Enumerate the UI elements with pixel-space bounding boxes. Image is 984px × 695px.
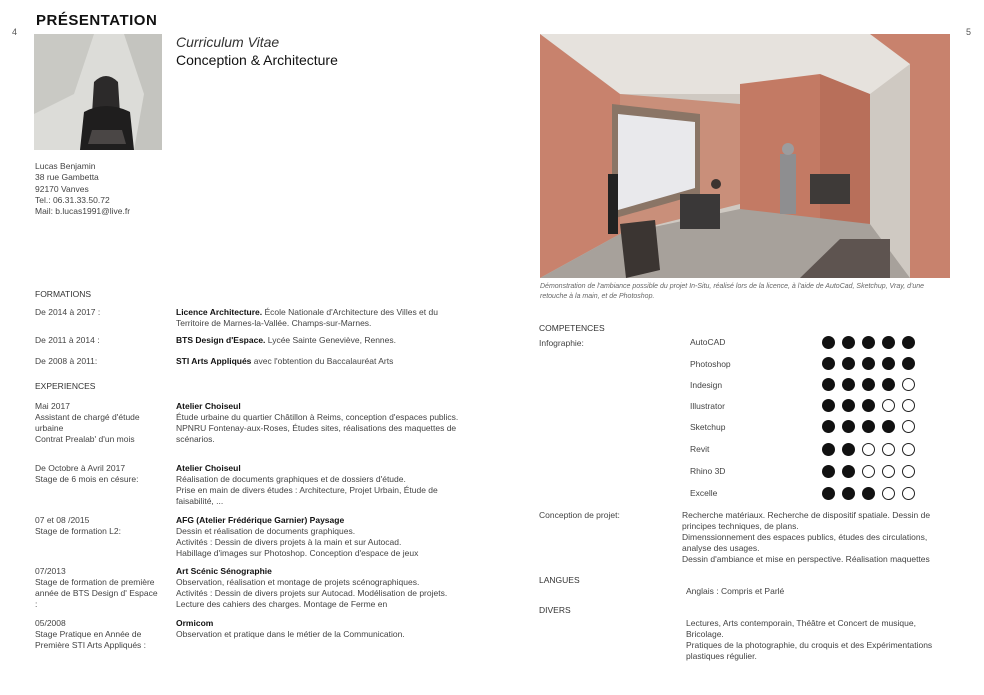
rating-dot-filled <box>842 357 855 370</box>
rating-dot-filled <box>822 336 835 349</box>
skill-name: Rhino 3D <box>690 466 726 476</box>
rating-dot-empty <box>862 465 875 478</box>
rating-dot-filled <box>842 378 855 391</box>
rating-dot-filled <box>882 336 895 349</box>
formation-degree: BTS Design d'Espace. <box>176 335 266 345</box>
formation-detail: École Nationale d'Architecture des Villes et du Territoire de Marnes-la-Vallée. Champs-sur-Marnes. <box>176 307 438 328</box>
experience-date: Mai 2017 Assistant de chargé d'étude urbaine Contrat Prealab' d'un mois <box>35 401 140 444</box>
image-caption: Démonstration de l'ambiance possible du projet In-Situ, réalisé lors de la licence, à l'aide de AutoCad, Sketchup, Vray, d'une retouche à la main, et de Photoshop. <box>540 283 925 300</box>
skill-rating <box>822 399 915 412</box>
rating-dot-filled <box>902 336 915 349</box>
contact-street: 38 rue Gambetta <box>35 172 99 183</box>
experience-description: Réalisation de documents graphiques et de dossiers d'étude. Prise en main de divers études : Architecture, Projet Urbain, Étude de faisabilité, ... <box>176 474 438 506</box>
rating-dot-filled <box>862 357 875 370</box>
rating-dot-empty <box>902 399 915 412</box>
rating-dot-empty <box>882 465 895 478</box>
skill-rating <box>822 465 915 478</box>
rating-dot-filled <box>822 399 835 412</box>
experience-entry <box>176 618 466 640</box>
rating-dot-filled <box>842 443 855 456</box>
rating-dot-empty <box>902 487 915 500</box>
experiences-title: EXPERIENCES <box>35 381 96 391</box>
portrait-photo <box>34 34 162 150</box>
conception-label: Conception de projet: <box>539 510 620 520</box>
langues-text: Anglais : Compris et Parlé <box>686 586 785 596</box>
rating-dot-filled <box>882 420 895 433</box>
experience-description: Étude urbaine du quartier Châtillon à Reims, conception d'espaces publics. NPNRU Fontenay-aux-Roses, Études sites, réalisations des maquettes de scénarios. <box>176 412 459 444</box>
skill-name: Indesign <box>690 380 723 390</box>
rating-dot-empty <box>902 378 915 391</box>
rating-dot-filled <box>822 465 835 478</box>
page-number-right: 5 <box>966 27 972 37</box>
experience-date: 07 et 08 /2015 Stage de formation L2: <box>35 515 122 536</box>
contact-name: Lucas Benjamin <box>35 161 96 171</box>
experience-company: Ormicom <box>176 618 214 628</box>
rating-dot-empty <box>902 420 915 433</box>
competences-title: COMPETENCES <box>539 323 605 333</box>
formation-date: De 2014 à 2017 : <box>35 307 101 317</box>
contact-phone: Tel.: 06.31.33.50.72 <box>35 194 110 205</box>
rating-dot-filled <box>862 399 875 412</box>
skill-rating <box>822 487 915 500</box>
skill-name: Excelle <box>690 488 718 498</box>
experience-description: Observation, réalisation et montage de projets scénographiques. Activités : Dessin de divers projets sur Autocad. Modélisation de projets. Lecture des cahiers des charges. Montage de Ferme en <box>176 577 448 609</box>
formation-date: De 2011 à 2014 : <box>35 335 100 345</box>
skill-rating <box>822 420 915 433</box>
skill-rating <box>822 378 915 391</box>
rating-dot-filled <box>862 420 875 433</box>
rating-dot-filled <box>842 336 855 349</box>
rating-dot-filled <box>822 487 835 500</box>
experience-date: De Octobre à Avril 2017 Stage de 6 mois en césure: <box>35 463 139 484</box>
rating-dot-filled <box>862 487 875 500</box>
divers-text: Lectures, Arts contemporain, Théâtre et Concert de musique, Bricolage. Pratiques de la photographie, du croquis et des Expérimentations plastiques régulier. <box>686 618 933 661</box>
experience-date: 05/2008 Stage Pratique en Année de Première STI Arts Appliqués : <box>35 618 147 650</box>
experience-company: Art Scénic Sénographie <box>176 566 272 576</box>
rating-dot-empty <box>862 443 875 456</box>
rating-dot-empty <box>902 443 915 456</box>
experience-entry <box>176 515 466 559</box>
experience-company: Atelier Choiseul <box>176 463 241 473</box>
rating-dot-filled <box>862 378 875 391</box>
contact-email: Mail: b.lucas1991@live.fr <box>35 206 131 217</box>
page-heading: PRÉSENTATION <box>36 12 158 29</box>
skill-name: AutoCAD <box>690 337 726 347</box>
skill-name: Photoshop <box>690 359 731 369</box>
rating-dot-empty <box>882 399 895 412</box>
rating-dot-filled <box>862 336 875 349</box>
contact-block <box>35 161 130 217</box>
experience-description: Dessin et réalisation de documents graphiques. Activités : Dessin de divers projets à la main et sur Autocad. Habillage d'images sur Photoshop. Conception d'espace de jeux <box>176 526 419 558</box>
rating-dot-empty <box>882 443 895 456</box>
page-number-left: 4 <box>12 27 18 37</box>
skill-name: Revit <box>690 444 710 454</box>
formation-date: De 2008 à 2011: <box>35 356 98 366</box>
skill-rating <box>822 443 915 456</box>
formation-detail: Lycée Sainte Geneviève, Rennes. <box>265 335 396 345</box>
skill-rating <box>822 357 915 370</box>
skill-name: Sketchup <box>690 422 726 432</box>
formation-entry <box>176 307 466 329</box>
experience-entry <box>176 566 466 610</box>
rating-dot-filled <box>902 357 915 370</box>
formation-entry <box>176 356 466 367</box>
experience-company: Atelier Choiseul <box>176 401 241 411</box>
rating-dot-filled <box>882 357 895 370</box>
interior-rendering-image <box>540 34 950 278</box>
conception-text: Recherche matériaux. Recherche de dispositif spatiale. Dessin de principes techniques, de plans. Dimenssionnement des espaces publics, études des circulations, analyse des usages. Dessin d'ambiance et mise en perspective. Réalisation maquettes <box>682 510 931 564</box>
langues-title: LANGUES <box>539 575 580 585</box>
experience-entry <box>176 463 466 507</box>
rating-dot-filled <box>822 357 835 370</box>
experience-description: Observation et pratique dans le métier de la Communication. <box>176 629 405 639</box>
rating-dot-filled <box>842 487 855 500</box>
rating-dot-filled <box>822 420 835 433</box>
skill-name: Illustrator <box>690 401 725 411</box>
rating-dot-filled <box>842 465 855 478</box>
rating-dot-filled <box>882 378 895 391</box>
contact-city: 92170 Vanves <box>35 183 89 194</box>
rating-dot-filled <box>842 420 855 433</box>
rating-dot-filled <box>842 399 855 412</box>
formation-degree: STI Arts Appliqués <box>176 356 252 366</box>
formation-degree: Licence Architecture. <box>176 307 263 317</box>
skill-rating <box>822 336 915 349</box>
experience-date: 07/2013 Stage de formation de première année de BTS Design d' Espace : <box>35 566 158 609</box>
experience-entry <box>176 401 466 445</box>
rating-dot-filled <box>822 443 835 456</box>
cv-title: Conception & Architecture <box>176 52 338 68</box>
infographie-label: Infographie: <box>539 338 584 348</box>
rating-dot-empty <box>902 465 915 478</box>
divers-title: DIVERS <box>539 605 571 615</box>
cv-subtitle: Curriculum Vitae <box>176 34 280 50</box>
formation-detail: avec l'obtention du Baccalauréat Arts <box>251 356 394 366</box>
experience-company: AFG (Atelier Frédérique Garnier) Paysage <box>176 515 345 525</box>
rating-dot-empty <box>882 487 895 500</box>
formations-title: FORMATIONS <box>35 289 92 299</box>
formation-entry <box>176 335 466 346</box>
rating-dot-filled <box>822 378 835 391</box>
